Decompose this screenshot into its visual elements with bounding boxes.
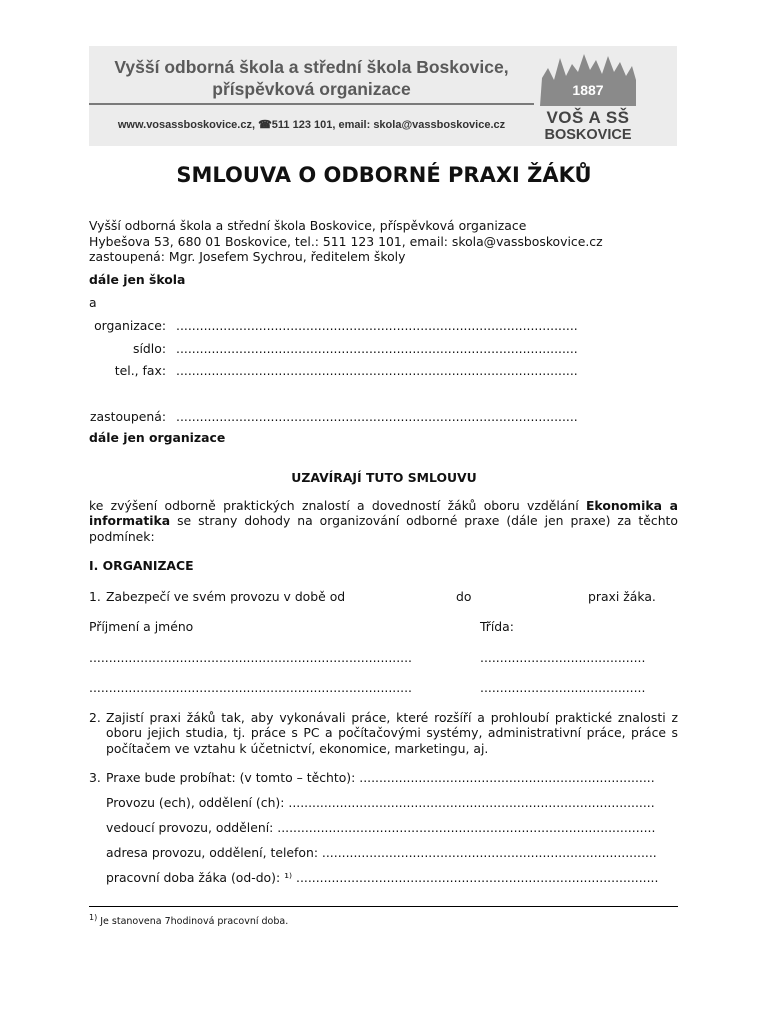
header-divider bbox=[89, 103, 534, 105]
field-dots-tel: ...................................................................................................... bbox=[176, 363, 578, 378]
section1-heading: I. ORGANIZACE bbox=[89, 558, 194, 573]
org-hereafter: dále jen organizace bbox=[89, 430, 226, 445]
class-dots-1: .......................................... bbox=[480, 650, 646, 665]
field-label-zastoupena: zastoupená: bbox=[90, 409, 166, 424]
item3-line-5: pracovní doba žáka (od-do): ¹⁾ ............................................................................................ bbox=[106, 870, 659, 885]
field-label-sidlo: sídlo: bbox=[133, 341, 166, 356]
item1-number: 1. bbox=[89, 589, 101, 604]
item1-end: praxi žáka. bbox=[588, 589, 656, 604]
intro-part1: ke zvýšení odborně praktických znalostí a dovedností žáků oboru vzdělání bbox=[89, 498, 586, 513]
footnote-rule bbox=[89, 906, 678, 907]
school-line2: Hybešova 53, 680 01 Boskovice, tel.: 511 123 101, email: skola@vassboskovice.cz bbox=[89, 234, 603, 249]
logo-line2: BOSKOVICE bbox=[544, 127, 632, 143]
logo-line1: VOŠ A SŠ bbox=[546, 108, 630, 127]
item1-do: do bbox=[456, 589, 472, 604]
item3-line-4: adresa provozu, oddělení, telefon: ..................................................................................... bbox=[106, 845, 657, 860]
field-label-tel: tel., fax: bbox=[114, 363, 166, 378]
header-contact: www.vosassboskovice.cz, ☎511 123 101, email: skola@vassboskovice.cz bbox=[117, 119, 506, 131]
contract-heading: UZAVÍRAJÍ TUTO SMLOUVU bbox=[291, 470, 477, 485]
footnote-text: Je stanovena 7hodinová pracovní doba. bbox=[97, 916, 289, 928]
item2-number: 2. bbox=[89, 710, 101, 725]
document-title: SMLOUVA O ODBORNÉ PRAXI ŽÁKŮ bbox=[176, 163, 592, 187]
item1-text: Zabezpečí ve svém provozu v době od bbox=[106, 589, 346, 604]
field-dots-zastoupena: ...................................................................................................... bbox=[176, 409, 578, 424]
footnote-mark: 1) bbox=[89, 913, 98, 922]
item3-line-2: Provozu (ech), oddělení (ch): ............................................................................................. bbox=[106, 795, 655, 810]
item2 bbox=[89, 710, 678, 756]
item3-line-1: Praxe bude probíhat: (v tomto – těchto): ........................................................................... bbox=[106, 770, 655, 785]
field-dots-organizace: ...................................................................................................... bbox=[176, 318, 578, 333]
and-word: a bbox=[89, 295, 97, 310]
field-label-organizace: organizace: bbox=[94, 318, 166, 333]
item2-text: Zajistí praxi žáků tak, aby vykonávali práce, které rozšíří a prohloubí praktické znalosti z oboru jejich studia, tj. práce s PC a počítačovými systémy, administrativní práce, práce s počítačem ve vztahu k účetnictví, ekonomice, marketingu, aj. bbox=[106, 710, 678, 756]
name-dots-2: .................................................................................. bbox=[89, 680, 412, 695]
field-dots-sidlo: ...................................................................................................... bbox=[176, 341, 578, 356]
class-dots-2: .......................................... bbox=[480, 680, 646, 695]
intro-part2: se strany dohody na organizování odborné praxe (dále jen praxe) za těchto podmínek: bbox=[89, 513, 678, 544]
intro-paragraph bbox=[89, 498, 678, 544]
name-label: Příjmení a jméno bbox=[89, 619, 194, 634]
footnote bbox=[89, 911, 288, 928]
school-line3: zastoupená: Mgr. Josefem Sychrou, ředitelem školy bbox=[89, 249, 406, 264]
name-dots-1: .................................................................................. bbox=[89, 650, 412, 665]
item3-number: 3. bbox=[89, 770, 101, 785]
item3-line-3: vedoucí provozu, oddělení: ................................................................................................ bbox=[106, 820, 656, 835]
header-school-name bbox=[89, 56, 534, 100]
class-label: Třída: bbox=[480, 619, 514, 634]
school-hereafter: dále jen škola bbox=[89, 272, 186, 287]
school-line1: Vyšší odborná škola a střední škola Boskovice, příspěvková organizace bbox=[89, 218, 527, 233]
logo-text bbox=[538, 108, 638, 143]
header-school-line2: příspěvková organizace bbox=[212, 79, 411, 99]
intro-field: Ekonomika a informatika bbox=[89, 498, 678, 529]
logo-year: 1887 bbox=[572, 82, 604, 98]
header-school-line1: Vyšší odborná škola a střední škola Boskovice, bbox=[114, 57, 509, 77]
